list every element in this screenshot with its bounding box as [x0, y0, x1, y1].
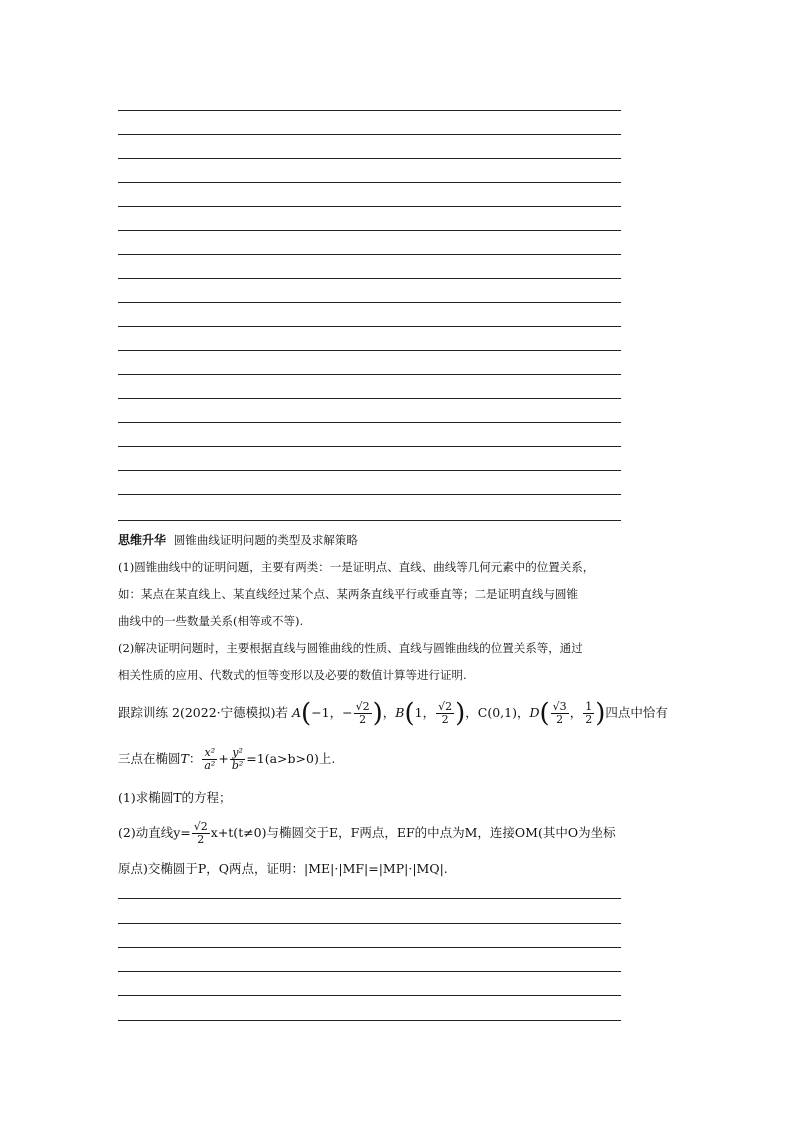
summary-heading-line [118, 532, 683, 548]
point-a-name: A [292, 705, 302, 720]
exercise-line-2 [118, 744, 683, 774]
point-a-denominator: 2 [354, 713, 372, 726]
y-squared: y² [232, 746, 243, 759]
answer-line [118, 158, 621, 159]
exercise-tail-1: 四点中恰有 [605, 705, 668, 720]
summary-paragraph-1-line-3: 曲线中的一些数量关系(相等或不等). [118, 614, 304, 628]
answer-line [118, 446, 621, 447]
slope-fraction [192, 821, 210, 846]
exercise-label: 跟踪训练 [118, 705, 169, 720]
point-b-name: B [395, 705, 405, 720]
answer-line [118, 494, 621, 495]
plus-sign: + [218, 751, 229, 766]
answer-line [118, 350, 621, 351]
ellipse-equation-rest: =1(a>b>0)上. [246, 751, 336, 766]
point-a-x: −1，− [311, 705, 353, 720]
answer-line [118, 206, 621, 207]
point-b-fraction [436, 701, 454, 726]
summary-subheading: 圆锥曲线证明问题的类型及求解策略 [173, 533, 358, 547]
summary-paragraph-1-line-1: (1)圆锥曲线中的证明问题，主要有两类：一是证明点、直线、曲线等几何元素中的位置关系， [118, 560, 595, 574]
answer-line [118, 898, 621, 899]
answer-line [118, 470, 621, 471]
question-2-line-2: 原点)交椭圆于P，Q两点，证明：|ME|·|MF|=|MP|·|MQ|. [118, 861, 448, 876]
point-b-numerator: √2 [438, 700, 453, 713]
point-a-fraction [354, 701, 372, 726]
exercise-intro: 若 [275, 705, 289, 720]
answer-line [118, 110, 621, 111]
answer-line [118, 326, 621, 327]
question-1: (1)求椭圆T的方程； [118, 790, 232, 805]
answer-line [118, 923, 621, 924]
summary-paragraph-1-line-2: 如：某点在某直线上、某直线经过某个点、某两条直线平行或垂直等；二是证明直线与圆锥 [118, 587, 578, 601]
question-2-middle: x+t(t≠0)与椭圆交于E，F两点，EF的中点为M，连接OM(其中O为坐标 [210, 825, 616, 840]
answer-line [118, 995, 621, 996]
point-d-denominator-2: 2 [585, 713, 593, 726]
question-2-prefix: (2)动直线y= [118, 825, 191, 840]
b-squared: b² [231, 759, 244, 772]
question-2-line-1 [118, 818, 683, 848]
point-b-denominator: 2 [436, 713, 454, 726]
summary-heading: 思维升华 [118, 533, 167, 547]
answer-line [118, 254, 621, 255]
answer-line [118, 422, 621, 423]
point-d-numerator-2: 1 [585, 700, 593, 713]
point-b-x: 1， [414, 705, 436, 720]
answer-line [118, 971, 621, 972]
exercise-number: 2 [172, 705, 180, 720]
answer-line [118, 278, 621, 279]
answer-line [118, 520, 621, 521]
answer-line [118, 374, 621, 375]
answer-line [118, 134, 621, 135]
point-c: C(0,1) [477, 705, 517, 720]
slope-denominator: 2 [192, 833, 210, 846]
answer-line [118, 1020, 621, 1021]
answer-line [118, 182, 621, 183]
exercise-line-1: 跟踪训练 2(2022·宁德模拟)若 A(−1，− $\frac{√2}{2}$ )，B(1， $\frac{√2}{2}$ )，C(0,1)，D( $\frac{√3}{2}$ ， $\frac{1}{2}$ )四点中恰有 [118, 698, 668, 729]
point-a-numerator: √2 [355, 700, 370, 713]
exercise-line-2-prefix: 三点在椭圆 [118, 751, 181, 766]
summary-paragraph-2-line-1: (2)解决证明问题时，主要根据直线与圆锥曲线的性质、直线与圆锥曲线的位置关系等，通过 [118, 641, 583, 655]
exercise-source: (2022·宁德模拟) [179, 705, 276, 720]
answer-line [118, 398, 621, 399]
point-d-fraction-1 [551, 701, 569, 726]
ellipse-name: T [180, 751, 189, 766]
point-d-fraction-2 [583, 701, 594, 726]
ellipse-y-fraction [230, 747, 245, 772]
x-squared: x² [204, 746, 216, 759]
answer-line [118, 947, 621, 948]
a-squared: a² [204, 759, 216, 772]
answer-line [118, 230, 621, 231]
ellipse-x-fraction [202, 747, 217, 772]
answer-line [118, 302, 621, 303]
slope-numerator: √2 [193, 820, 208, 833]
point-d-denominator-1: 2 [551, 713, 569, 726]
point-d-name: D [529, 705, 540, 720]
point-d-numerator-1: √3 [552, 700, 567, 713]
summary-paragraph-2-line-2: 相关性质的应用、代数式的恒等变形以及必要的数值计算等进行证明. [118, 668, 467, 682]
colon: ： [188, 751, 202, 766]
